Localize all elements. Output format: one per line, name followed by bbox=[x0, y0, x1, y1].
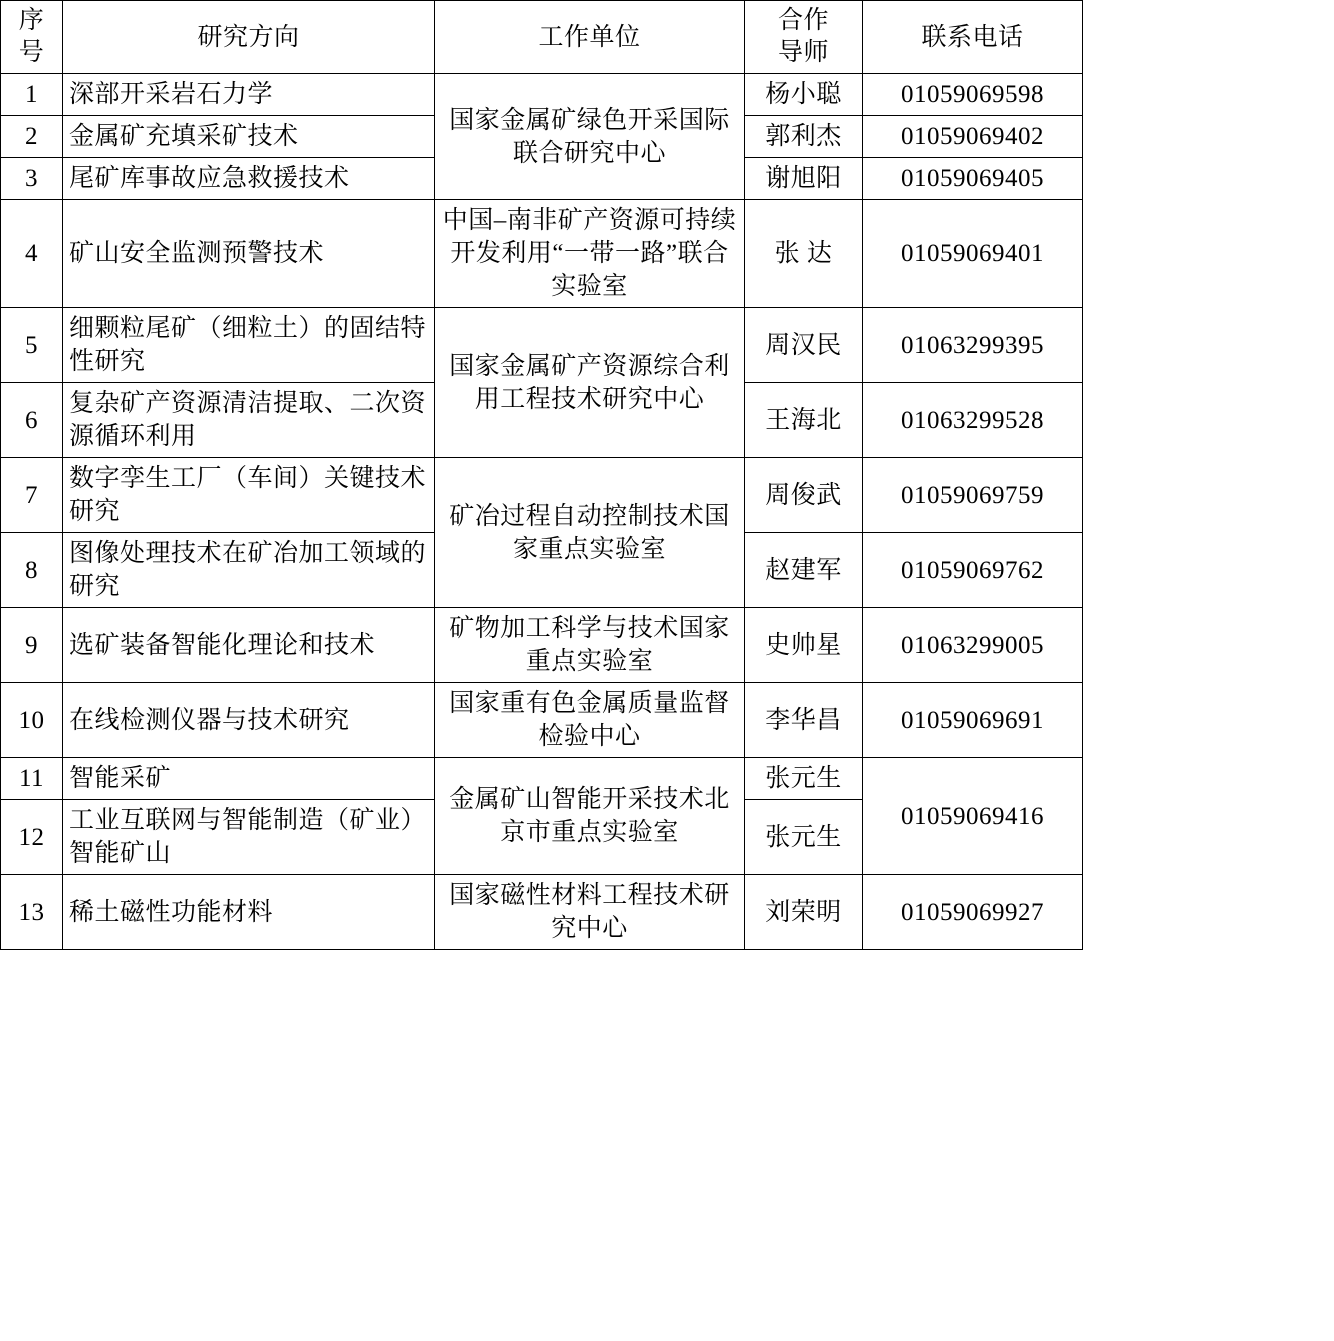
cell-index: 13 bbox=[1, 875, 63, 950]
cell-organization: 矿物加工科学与技术国家重点实验室 bbox=[435, 608, 745, 683]
table-row bbox=[1, 74, 1083, 116]
cell-supervisor: 周汉民 bbox=[745, 308, 863, 383]
cell-phone: 01059069759 bbox=[863, 458, 1083, 533]
cell-supervisor: 赵建军 bbox=[745, 533, 863, 608]
table-body bbox=[1, 74, 1083, 950]
cell-phone: 01059069598 bbox=[863, 74, 1083, 116]
table-header-row bbox=[1, 1, 1083, 74]
cell-supervisor: 刘荣明 bbox=[745, 875, 863, 950]
cell-phone: 01059069416 bbox=[863, 758, 1083, 875]
cell-phone: 01059069405 bbox=[863, 158, 1083, 200]
table-row bbox=[1, 683, 1083, 758]
cell-index: 3 bbox=[1, 158, 63, 200]
cell-direction: 金属矿充填采矿技术 bbox=[63, 116, 435, 158]
table-row bbox=[1, 458, 1083, 533]
table-row bbox=[1, 200, 1083, 308]
cell-phone: 01063299395 bbox=[863, 308, 1083, 383]
cell-organization: 国家磁性材料工程技术研究中心 bbox=[435, 875, 745, 950]
cell-direction: 稀土磁性功能材料 bbox=[63, 875, 435, 950]
cell-phone: 01059069927 bbox=[863, 875, 1083, 950]
cell-organization: 国家重有色金属质量监督检验中心 bbox=[435, 683, 745, 758]
cell-organization: 中国–南非矿产资源可持续开发利用“一带一路”联合实验室 bbox=[435, 200, 745, 308]
column-header-supervisor-line1: 合作 bbox=[777, 7, 829, 34]
cell-direction: 工业互联网与智能制造（矿业）智能矿山 bbox=[63, 800, 435, 875]
cell-supervisor: 郭利杰 bbox=[745, 116, 863, 158]
column-header-index bbox=[1, 1, 63, 74]
table-row bbox=[1, 758, 1083, 800]
cell-supervisor: 李华昌 bbox=[745, 683, 863, 758]
cell-index: 10 bbox=[1, 683, 63, 758]
cell-phone: 01059069762 bbox=[863, 533, 1083, 608]
cell-phone: 01059069691 bbox=[863, 683, 1083, 758]
column-header-organization: 工作单位 bbox=[435, 1, 745, 74]
cell-index: 12 bbox=[1, 800, 63, 875]
table-header bbox=[1, 1, 1083, 74]
column-header-index-line2: 号 bbox=[18, 39, 45, 66]
column-header-direction: 研究方向 bbox=[63, 1, 435, 74]
cell-supervisor: 周俊武 bbox=[745, 458, 863, 533]
cell-direction: 深部开采岩石力学 bbox=[63, 74, 435, 116]
cell-organization: 金属矿山智能开采技术北京市重点实验室 bbox=[435, 758, 745, 875]
cell-supervisor: 张元生 bbox=[745, 800, 863, 875]
table-row bbox=[1, 308, 1083, 383]
cell-phone: 01063299005 bbox=[863, 608, 1083, 683]
table-row bbox=[1, 875, 1083, 950]
cell-organization: 国家金属矿产资源综合利用工程技术研究中心 bbox=[435, 308, 745, 458]
cell-direction: 选矿装备智能化理论和技术 bbox=[63, 608, 435, 683]
cell-index: 9 bbox=[1, 608, 63, 683]
cell-phone: 01059069402 bbox=[863, 116, 1083, 158]
cell-direction: 尾矿库事故应急救援技术 bbox=[63, 158, 435, 200]
cell-organization: 矿冶过程自动控制技术国家重点实验室 bbox=[435, 458, 745, 608]
cell-supervisor: 张元生 bbox=[745, 758, 863, 800]
cell-supervisor: 王海北 bbox=[745, 383, 863, 458]
column-header-index-line1: 序 bbox=[18, 7, 45, 34]
cell-index: 11 bbox=[1, 758, 63, 800]
cell-supervisor: 谢旭阳 bbox=[745, 158, 863, 200]
cell-direction: 复杂矿产资源清洁提取、二次资源循环利用 bbox=[63, 383, 435, 458]
cell-direction: 智能采矿 bbox=[63, 758, 435, 800]
cell-supervisor: 张 达 bbox=[745, 200, 863, 308]
cell-index: 8 bbox=[1, 533, 63, 608]
cell-index: 1 bbox=[1, 74, 63, 116]
cell-index: 6 bbox=[1, 383, 63, 458]
column-header-supervisor bbox=[745, 1, 863, 74]
cell-direction: 矿山安全监测预警技术 bbox=[63, 200, 435, 308]
cell-phone: 01063299528 bbox=[863, 383, 1083, 458]
cell-direction: 在线检测仪器与技术研究 bbox=[63, 683, 435, 758]
cell-organization: 国家金属矿绿色开采国际联合研究中心 bbox=[435, 74, 745, 200]
cell-index: 2 bbox=[1, 116, 63, 158]
cell-direction: 图像处理技术在矿冶加工领域的研究 bbox=[63, 533, 435, 608]
column-header-phone: 联系电话 bbox=[863, 1, 1083, 74]
cell-index: 5 bbox=[1, 308, 63, 383]
cell-supervisor: 杨小聪 bbox=[745, 74, 863, 116]
column-header-supervisor-line2: 导师 bbox=[777, 39, 829, 66]
cell-phone: 01059069401 bbox=[863, 200, 1083, 308]
cell-index: 7 bbox=[1, 458, 63, 533]
cell-direction: 细颗粒尾矿（细粒土）的固结特性研究 bbox=[63, 308, 435, 383]
cell-direction: 数字孪生工厂（车间）关键技术研究 bbox=[63, 458, 435, 533]
cell-supervisor: 史帅星 bbox=[745, 608, 863, 683]
cell-index: 4 bbox=[1, 200, 63, 308]
table-row bbox=[1, 608, 1083, 683]
